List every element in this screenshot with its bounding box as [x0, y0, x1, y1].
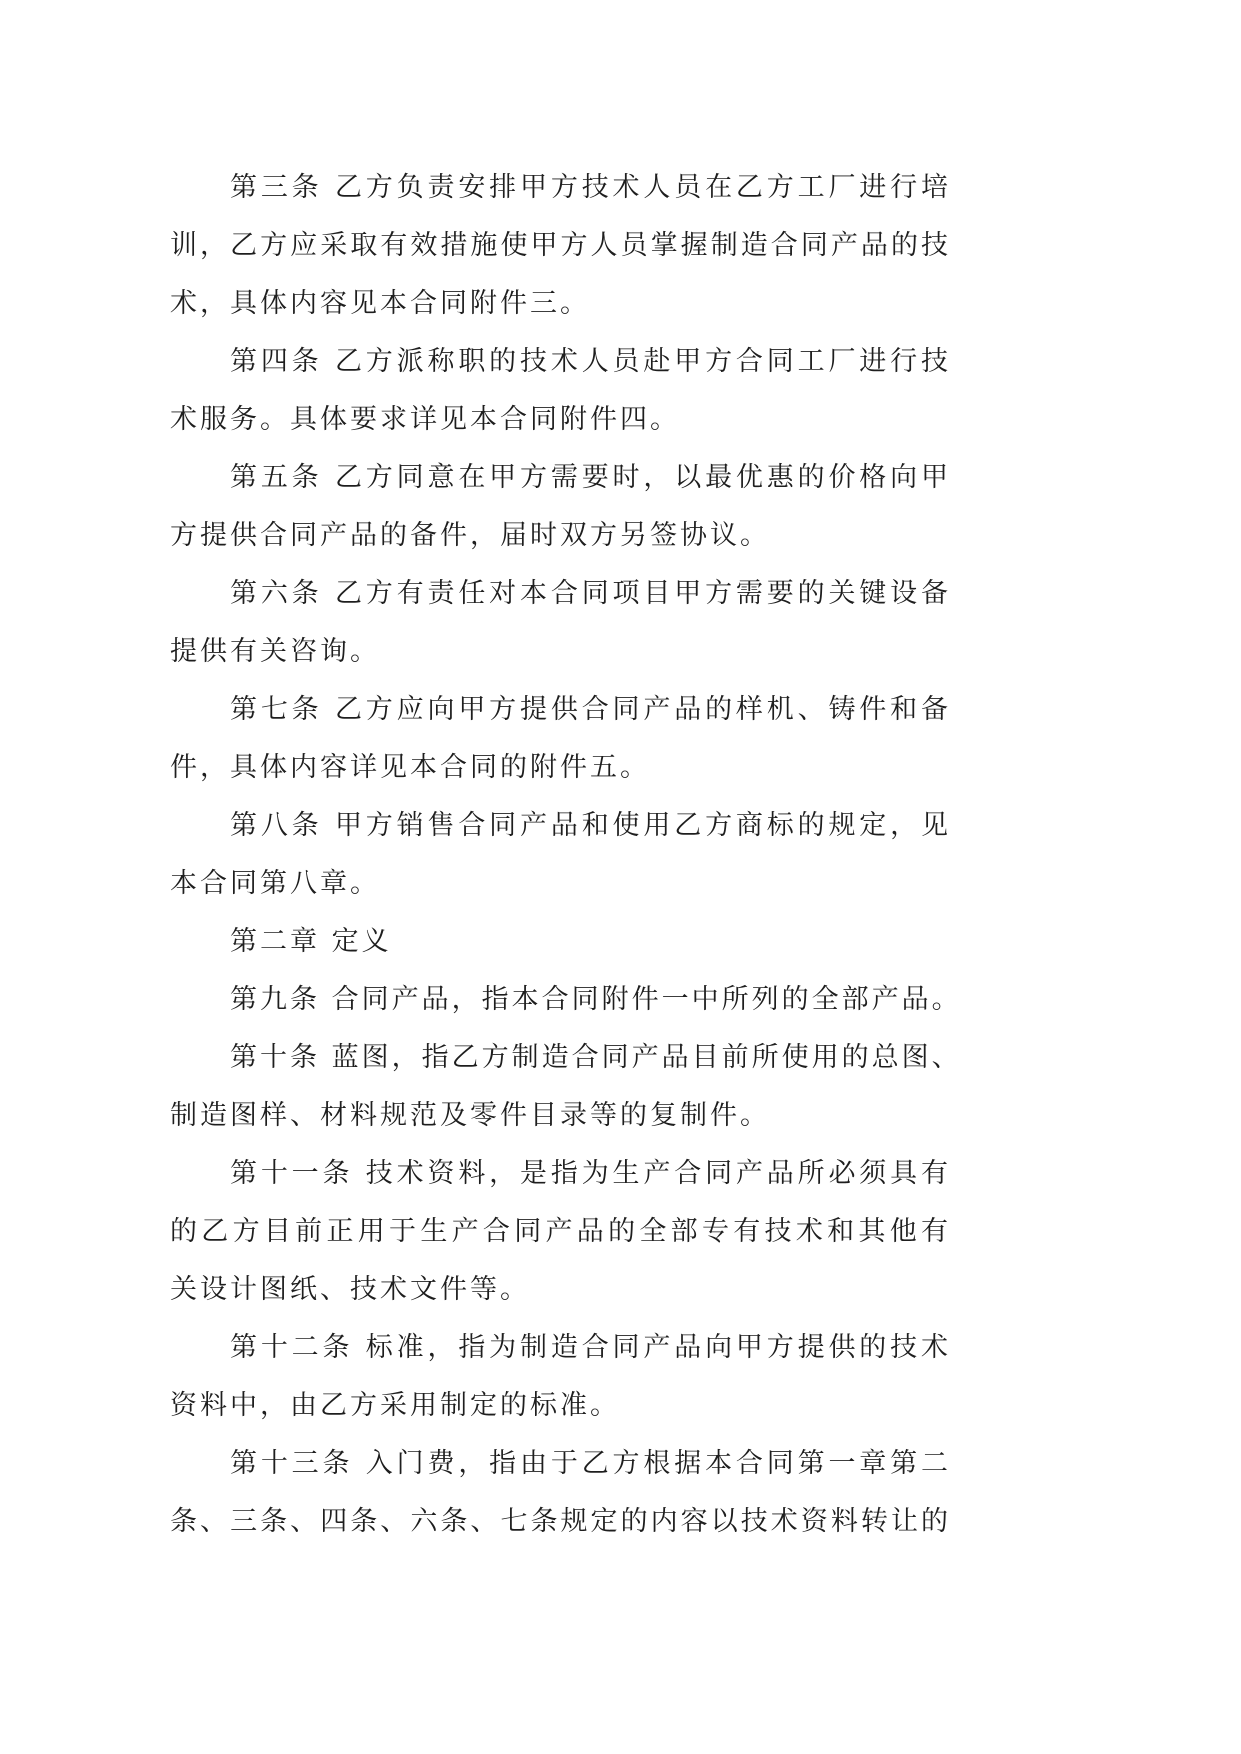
paragraph-line: 第四条 乙方派称职的技术人员赴甲方合同工厂进行技: [230, 346, 950, 377]
paragraph-line: 第八条 甲方销售合同产品和使用乙方商标的规定，见: [230, 810, 950, 841]
paragraph-line: 方提供合同产品的备件，届时双方另签协议。: [170, 520, 770, 551]
document-body: [170, 159, 962, 1551]
paragraph-line: 提供有关咨询。: [170, 636, 380, 667]
article-3-paragraph: [170, 159, 950, 333]
paragraph-line: 第十二条 标准，指为制造合同产品向甲方提供的技术: [230, 1332, 950, 1363]
paragraph-line: 关设计图纸、技术文件等。: [170, 1274, 530, 1305]
article-12-paragraph: [170, 1319, 950, 1435]
article-13-paragraph: [170, 1435, 950, 1551]
paragraph-line: 第三条 乙方负责安排甲方技术人员在乙方工厂进行培: [230, 172, 950, 203]
paragraph-line: 第十三条 入门费，指由于乙方根据本合同第一章第二: [230, 1448, 950, 1479]
paragraph-line: 的乙方目前正用于生产合同产品的全部专有技术和其他有: [170, 1216, 950, 1247]
paragraph-line: 术，具体内容见本合同附件三。: [170, 288, 590, 319]
article-11-paragraph: [170, 1145, 950, 1319]
paragraph-line: 条、三条、四条、六条、七条规定的内容以技术资料转让的: [170, 1506, 950, 1537]
paragraph-line: 件，具体内容详见本合同的附件五。: [170, 752, 650, 783]
article-4-paragraph: [170, 333, 950, 449]
paragraph-line: 训，乙方应采取有效措施使甲方人员掌握制造合同产品的技: [170, 230, 950, 261]
paragraph-line: 第十条 蓝图，指乙方制造合同产品目前所使用的总图、: [230, 1042, 962, 1073]
paragraph-line: 第七条 乙方应向甲方提供合同产品的样机、铸件和备: [230, 694, 950, 725]
chapter-2-heading: [170, 913, 950, 971]
article-8-paragraph: [170, 797, 950, 913]
article-7-paragraph: [170, 681, 950, 797]
article-9-paragraph: [170, 971, 962, 1029]
paragraph-line: 第五条 乙方同意在甲方需要时，以最优惠的价格向甲: [230, 462, 950, 493]
article-6-paragraph: [170, 565, 950, 681]
chapter-heading-line: 第二章 定义: [230, 926, 392, 957]
article-10-paragraph: [170, 1029, 962, 1145]
paragraph-line: 第九条 合同产品，指本合同附件一中所列的全部产品。: [230, 984, 962, 1015]
paragraph-line: 第十一条 技术资料，是指为生产合同产品所必须具有: [230, 1158, 950, 1189]
article-5-paragraph: [170, 449, 950, 565]
paragraph-line: 第六条 乙方有责任对本合同项目甲方需要的关键设备: [230, 578, 950, 609]
paragraph-line: 术服务。具体要求详见本合同附件四。: [170, 404, 680, 435]
paragraph-line: 制造图样、材料规范及零件目录等的复制件。: [170, 1100, 770, 1131]
paragraph-line: 资料中，由乙方采用制定的标准。: [170, 1390, 620, 1421]
paragraph-line: 本合同第八章。: [170, 868, 380, 899]
